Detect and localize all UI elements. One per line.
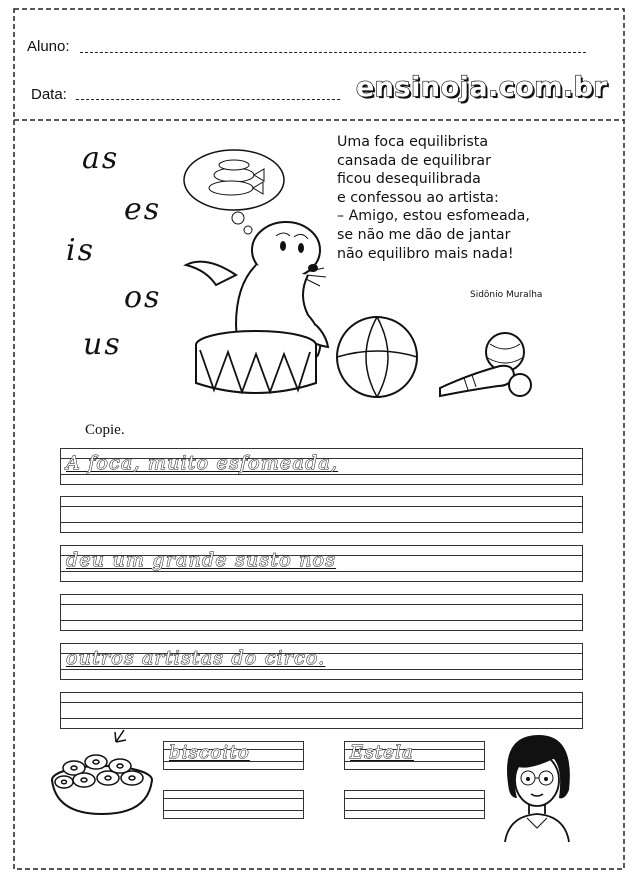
syllable-us: us xyxy=(83,327,122,362)
aluno-label: Aluno: xyxy=(27,38,70,55)
writing-practice-row[interactable] xyxy=(60,692,583,729)
syllable-is: is xyxy=(66,233,95,268)
poem-line: se não me dão de jantar xyxy=(337,226,511,243)
aluno-field[interactable] xyxy=(80,52,586,53)
cookie-bowl-icon xyxy=(44,728,159,820)
model-sentence: outros artistas do circo. xyxy=(66,647,326,669)
poem-line: não equilibro mais nada! xyxy=(337,245,514,262)
brand-logo: ensinoja.com.br xyxy=(356,72,608,103)
poem xyxy=(337,133,530,263)
poem-line: ficou desequilibrada xyxy=(337,171,481,188)
writing-practice-row[interactable] xyxy=(60,594,583,631)
poem-line: cansada de equilibrar xyxy=(337,152,491,169)
girl-portrait-icon xyxy=(495,730,575,845)
syllable-os: os xyxy=(124,280,162,315)
poem-line: – Amigo, estou esfomeada, xyxy=(337,208,530,225)
juggling-pins-icon xyxy=(420,330,540,405)
data-label: Data: xyxy=(31,86,67,103)
data-field[interactable] xyxy=(76,99,340,100)
poem-line: e confessou ao artista: xyxy=(337,189,499,206)
model-sentence: deu um grande susto nos xyxy=(66,549,337,571)
word-practice-box[interactable] xyxy=(163,790,304,819)
word-practice-box[interactable] xyxy=(344,790,485,819)
writing-practice-row[interactable] xyxy=(60,496,583,533)
model-sentence: A foca, muito esfomeada, xyxy=(66,452,339,474)
word-model-box xyxy=(163,741,304,770)
beach-ball-icon xyxy=(332,312,422,402)
model-word-biscoito: biscoito xyxy=(169,742,250,763)
syllable-as: as xyxy=(82,141,120,176)
writing-model-row xyxy=(60,545,583,582)
instruction: Copie. xyxy=(85,422,125,438)
syllable-es: es xyxy=(124,192,162,227)
circus-drum-icon xyxy=(196,331,316,393)
word-model-box xyxy=(344,741,485,770)
writing-model-row xyxy=(60,643,583,680)
model-word-estela: Estela xyxy=(350,742,414,763)
writing-model-row xyxy=(60,448,583,485)
poem-author: Sidônio Muralha xyxy=(470,290,543,300)
poem-line: Uma foca equilibrista xyxy=(337,134,489,150)
seal-icon xyxy=(176,140,336,400)
